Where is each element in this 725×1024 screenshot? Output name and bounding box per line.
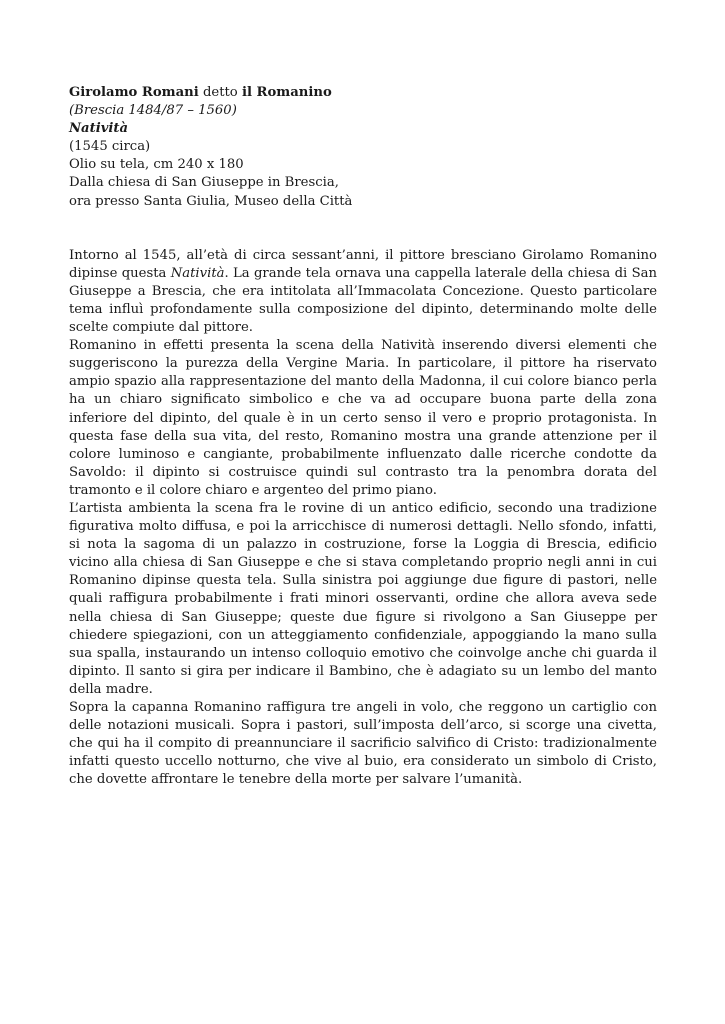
- artist-connector: detto: [198, 85, 242, 100]
- artist-alias: il Romanino: [241, 85, 332, 100]
- paragraph-4: Sopra la capanna Romanino raffigura tre angeli in volo, che reggono un cartiglio con delle notazioni musicali. Sopra i pastori, sull’imposta dell’arco, si scorge una civetta, che qui ha il compito di preannunciare il sacrificio salvifico di Cristo: tradizionalmente infatti questo uccello notturno, che vive al buio, era considerato un simbolo di Cristo, che dovette affrontare le tenebre della morte per salvare l’umanità.: [69, 700, 657, 788]
- artist-origin-dates: (Brescia 1484/87 – 1560): [69, 103, 237, 119]
- paragraph-2: Romanino in effetti presenta la scena della Natività inserendo diversi elementi che suggeriscono la purezza della Vergine Maria. In particolare, il pittore ha riservato ampio spazio alla rappresentazione del manto della Madonna, il cui colore bianco perla ha un chiaro significato simbolico e che va ad occupare buona parte della zona inferiore del dipinto, del quale è in un certo senso il vero e proprio protagonista. In questa fase della sua vita, del resto, Romanino mostra una grande attenzione per il colore luminoso e cangiante, probabilmente influenzato dalle ricerche condotte da Savoldo: il dipinto si costruisce quindi sul contrasto tra la penombra dorata del tramonto e il colore chiaro e argenteo del primo piano.: [69, 338, 657, 498]
- artwork-location: ora presso Santa Giulia, Museo della Città: [69, 193, 353, 209]
- artwork-provenance: Dalla chiesa di San Giuseppe in Brescia,: [69, 175, 339, 191]
- paragraph-1: [69, 247, 657, 337]
- paragraph-1-text-b: . La grande tela ornava una cappella laterale della chiesa di San Giuseppe a Brescia, che era intitolata all’Immacolata Concezione. Questo particolare tema influì profondamente sulla composizione del dipinto, determinando molte delle scelte compiute dal pittore.: [69, 265, 658, 336]
- paragraph-1-italic-title: Natività: [170, 265, 225, 281]
- description-body: [69, 247, 657, 790]
- artwork-header: [69, 84, 657, 211]
- artist-name: Girolamo Romani: [69, 85, 199, 100]
- paragraph-1-text-a: Intorno al 1545, all’età di circa sessant’anni, il pittore bresciano Girolamo Romanino dipinse questa: [69, 247, 657, 281]
- document-page: [69, 84, 657, 789]
- artwork-medium: Olio su tela, cm 240 x 180: [69, 157, 244, 173]
- paragraph-3: L’artista ambienta la scena fra le rovine di un antico edificio, secondo una tradizione figurativa molto diffusa, e poi la arricchisce di numerosi dettagli. Nello sfondo, infatti, si nota la sagoma di un palazzo in costruzione, forse la Loggia di Brescia, edificio vicino alla chiesa di San Giuseppe e che si stava completando proprio negli anni in cui Romanino dipinse questa tela. Sulla sinistra poi aggiunge due figure di pastori, nelle quali raffigura probabilmente i frati minori osservanti, ordine che allora aveva sede nella chiesa di San Giuseppe; queste due figure si rivolgono a San Giuseppe per chiedere spiegazioni, con un atteggiamento confidenziale, appoggiando la mano sulla sua spalla, instaurando un intenso colloquio emotivo che coinvolge anche chi guarda il dipinto. Il santo si gira per indicare il Bambino, che è adagiato su un lembo del manto della madre.: [69, 500, 657, 697]
- artist-line: [69, 84, 657, 102]
- artwork-title: Natività: [69, 121, 129, 137]
- artwork-date: (1545 circa): [69, 139, 151, 155]
